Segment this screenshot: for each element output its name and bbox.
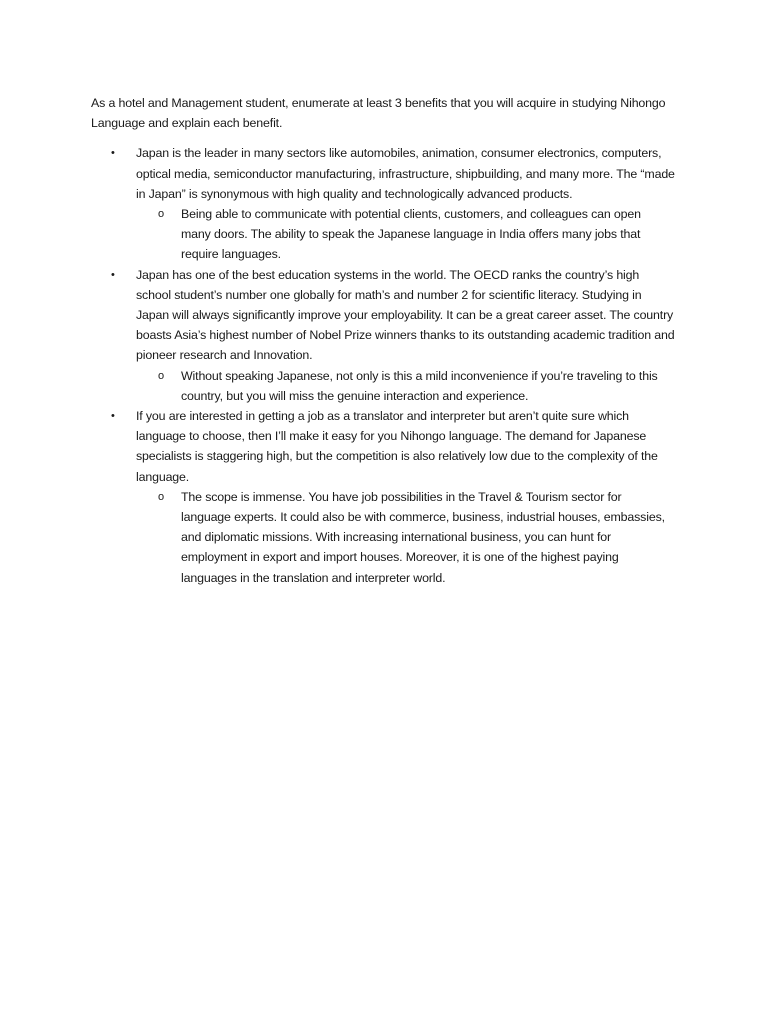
benefit-text: Japan is the leader in many sectors like automobiles, animation, consumer electronics, computers, optical media, semiconductor manufacturing, infrastructure, shipbuilding, and many more. The “made in Japan” is synonymous with high quality and technologically advanced products. — [136, 146, 675, 201]
sub-list-item — [136, 366, 665, 406]
circle-bullet-icon: o — [158, 208, 164, 221]
sub-list-item — [136, 487, 665, 588]
benefit-text: If you are interested in getting a job as a translator and interpreter but aren’t quite sure which language to choose, then I’ll make it easy for you Nihongo language. The demand for Japanese specialists is staggering high, but the competition is also relatively low due to the complexity of the language. — [136, 409, 658, 484]
question-prompt: As a hotel and Management student, enumerate at least 3 benefits that you will acquire in studying Nihongo Language and explain each benefit. — [91, 96, 666, 131]
benefit-explanation: The scope is immense. You have job possibilities in the Travel & Tourism sector for language experts. It could also be with commerce, business, industrial houses, embassies, and diplomatic missions. With increasing international business, you can hunt for employment in export and import houses. Moreover, it is one of the highest paying languages in the translation and interpreter world. — [181, 489, 665, 585]
benefit-explanation: Without speaking Japanese, not only is this a mild inconvenience if you’re traveling to this country, but you will miss the genuine interaction and experience. — [181, 368, 658, 403]
benefit-list — [91, 143, 677, 587]
bullet-icon: • — [111, 268, 115, 281]
benefit-explanation: Being able to communicate with potential clients, customers, and colleagues can open many doors. The ability to speak the Japanese language in India offers many jobs that require languages. — [181, 207, 641, 262]
list-item — [91, 143, 677, 264]
circle-bullet-icon: o — [158, 369, 164, 382]
bullet-icon: • — [111, 410, 115, 423]
sub-list — [136, 366, 677, 406]
list-item — [91, 406, 677, 588]
list-item — [91, 265, 677, 406]
sub-list — [136, 204, 677, 265]
sub-list — [136, 487, 677, 588]
bullet-icon: • — [111, 147, 115, 160]
benefit-text: Japan has one of the best education systems in the world. The OECD ranks the country’s high school student’s number one globally for math’s and number 2 for scientific literacy. Studying in Japan will always significantly improve your employability. It can be a great career asset. The country boasts Asia’s highest number of Nobel Prize winners thanks to its outstanding academic tradition and pioneer research and Innovation. — [136, 267, 675, 363]
sub-list-item — [136, 204, 665, 265]
circle-bullet-icon: o — [158, 490, 164, 503]
document-body — [91, 93, 677, 588]
